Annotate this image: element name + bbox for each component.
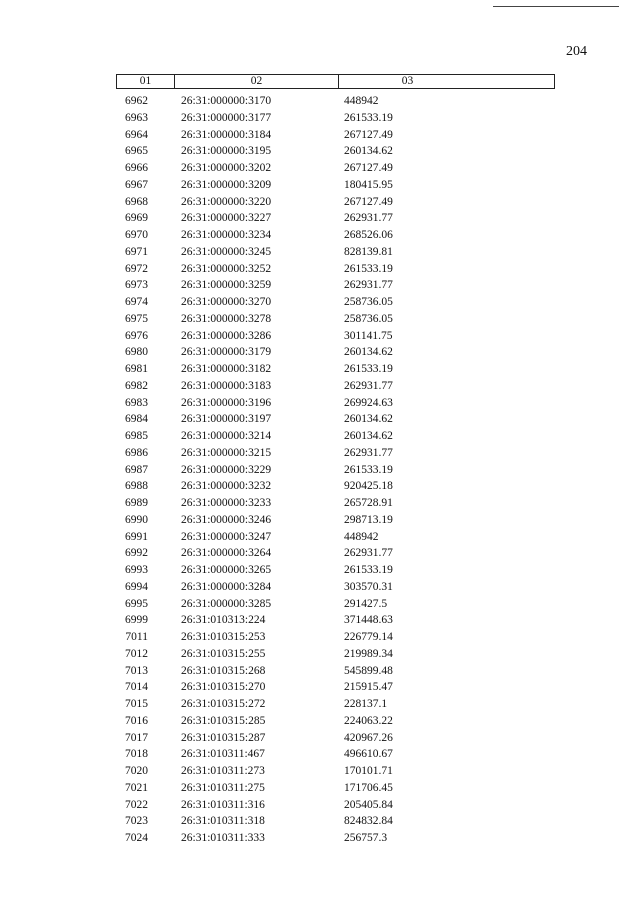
cadastral-value: 261533.19 [344, 262, 393, 275]
row-number: 6994 [125, 580, 148, 593]
cadastral-number: 26:31:010315:253 [181, 631, 266, 643]
cadastral-number: 26:31:010311:467 [181, 748, 265, 761]
row-number: 6974 [125, 296, 148, 308]
cadastral-value: 828139.81 [344, 245, 393, 258]
row-number: 7020 [125, 765, 148, 777]
table-row [116, 830, 555, 847]
row-number: 6963 [125, 111, 148, 124]
cadastral-number: 26:31:010311:318 [181, 815, 265, 828]
table-row [116, 160, 555, 177]
cadastral-number: 26:31:000000:3184 [181, 128, 272, 141]
cadastral-value: 303570.31 [344, 580, 393, 593]
cadastral-value: 260134.62 [344, 413, 393, 426]
cadastral-number: 26:31:000000:3252 [181, 262, 272, 275]
cadastral-value: 265728.91 [344, 497, 393, 509]
table-row [116, 629, 555, 646]
cadastral-number: 26:31:000000:3197 [181, 413, 272, 426]
cadastral-number: 26:31:000000:3234 [181, 229, 272, 241]
page-number: 204 [566, 44, 587, 59]
table-row [116, 261, 555, 278]
table-row [116, 227, 555, 244]
cadastral-number: 26:31:010315:287 [181, 731, 266, 744]
cadastral-number: 26:31:000000:3196 [181, 396, 272, 409]
table-row [116, 428, 555, 445]
header-col-03: 03 [401, 75, 414, 87]
table-row [116, 210, 555, 227]
cadastral-value: 267127.49 [344, 128, 393, 141]
table-row [116, 797, 555, 814]
table-row [116, 127, 555, 144]
table-row [116, 395, 555, 412]
top-rule [493, 6, 619, 7]
cadastral-value: 496610.67 [344, 748, 393, 761]
table-row [116, 194, 555, 211]
row-number: 6975 [125, 312, 148, 325]
cadastral-number: 26:31:000000:3177 [181, 111, 272, 124]
cadastral-number: 26:31:000000:3265 [181, 564, 272, 576]
header-col-02: 02 [175, 75, 339, 88]
cadastral-value: 219989.34 [344, 647, 393, 660]
table-row [116, 411, 555, 428]
cadastral-value: 228137.1 [344, 698, 388, 710]
table-row [116, 696, 555, 713]
table-row [116, 663, 555, 680]
cadastral-value: 267127.49 [344, 162, 393, 174]
table-row [116, 143, 555, 160]
row-number: 6992 [125, 547, 148, 560]
cadastral-value: 261533.19 [344, 463, 393, 476]
row-number: 6971 [125, 245, 148, 258]
row-number: 6976 [125, 329, 148, 342]
row-number: 6999 [125, 614, 148, 627]
cadastral-number: 26:31:000000:3264 [181, 547, 272, 560]
table-row [116, 378, 555, 395]
cadastral-number: 26:31:000000:3246 [181, 513, 272, 526]
cadastral-number: 26:31:010311:275 [181, 781, 265, 794]
table-row [116, 177, 555, 194]
row-number: 6983 [125, 396, 148, 409]
cadastral-number: 26:31:000000:3286 [181, 329, 272, 342]
row-number: 7023 [125, 815, 148, 828]
cadastral-value: 545899.48 [344, 664, 393, 677]
table-row [116, 328, 555, 345]
table-header [116, 74, 555, 89]
cadastral-value: 180415.95 [344, 178, 393, 191]
table-row [116, 562, 555, 579]
table-row [116, 713, 555, 730]
cadastral-value: 258736.05 [344, 296, 393, 308]
cadastral-value: 371448.63 [344, 614, 393, 627]
cadastral-number: 26:31:010315:272 [181, 698, 266, 710]
header-col-01: 01 [117, 75, 175, 88]
cadastral-number: 26:31:000000:3183 [181, 379, 272, 392]
cadastral-value: 824832.84 [344, 815, 393, 828]
cadastral-value: 170101.71 [344, 765, 393, 777]
row-number: 6972 [125, 262, 148, 275]
cadastral-value: 262931.77 [344, 279, 393, 292]
cadastral-number: 26:31:000000:3259 [181, 279, 272, 292]
table-body [116, 93, 555, 847]
cadastral-value: 262931.77 [344, 446, 393, 459]
cadastral-value: 224063.22 [344, 714, 393, 727]
row-number: 6962 [125, 95, 148, 107]
table-row [116, 361, 555, 378]
cadastral-number: 26:31:000000:3270 [181, 296, 272, 308]
cadastral-value: 269924.63 [344, 396, 393, 409]
row-number: 6966 [125, 162, 148, 174]
row-number: 6991 [125, 530, 148, 543]
cadastral-number: 26:31:000000:3229 [181, 463, 272, 476]
table-row [116, 746, 555, 763]
cadastral-number: 26:31:010315:285 [181, 714, 266, 727]
cadastral-value: 262931.77 [344, 547, 393, 560]
cadastral-number: 26:31:000000:3247 [181, 530, 272, 543]
cadastral-number: 26:31:000000:3278 [181, 312, 272, 325]
cadastral-value: 226779.14 [344, 631, 393, 643]
cadastral-number: 26:31:000000:3215 [181, 446, 272, 459]
row-number: 6993 [125, 564, 148, 576]
cadastral-number: 26:31:000000:3285 [181, 597, 272, 610]
row-number: 6988 [125, 480, 148, 493]
cadastral-value: 298713.19 [344, 513, 393, 526]
row-number: 6968 [125, 195, 148, 208]
cadastral-number: 26:31:010311:273 [181, 765, 265, 777]
row-number: 6965 [125, 145, 148, 158]
cadastral-value: 448942 [344, 530, 379, 543]
cadastral-number: 26:31:000000:3202 [181, 162, 272, 174]
cadastral-value: 256757.3 [344, 832, 388, 844]
table-row [116, 529, 555, 546]
table-row [116, 679, 555, 696]
row-number: 6970 [125, 229, 148, 241]
cadastral-number: 26:31:000000:3209 [181, 178, 272, 191]
row-number: 6967 [125, 178, 148, 191]
cadastral-value: 301141.75 [344, 329, 393, 342]
cadastral-number: 26:31:010313:224 [181, 614, 266, 627]
row-number: 6980 [125, 346, 148, 359]
table-row [116, 311, 555, 328]
row-number: 6982 [125, 379, 148, 392]
row-number: 6986 [125, 446, 148, 459]
cadastral-number: 26:31:000000:3214 [181, 430, 272, 442]
cadastral-number: 26:31:000000:3284 [181, 580, 272, 593]
row-number: 7014 [125, 681, 148, 694]
row-number: 6969 [125, 212, 148, 225]
table-row [116, 478, 555, 495]
row-number: 7012 [125, 647, 148, 660]
table-row [116, 277, 555, 294]
row-number: 7016 [125, 714, 148, 727]
table-row [116, 596, 555, 613]
cadastral-value: 448942 [344, 95, 379, 107]
cadastral-value: 215915.47 [344, 681, 393, 694]
row-number: 6995 [125, 597, 148, 610]
cadastral-value: 260134.62 [344, 145, 393, 158]
cadastral-value: 171706.45 [344, 781, 393, 794]
row-number: 7021 [125, 781, 148, 794]
table-row [116, 495, 555, 512]
cadastral-number: 26:31:000000:3227 [181, 212, 272, 225]
cadastral-value: 205405.84 [344, 798, 393, 811]
cadastral-number: 26:31:000000:3220 [181, 195, 272, 208]
cadastral-number: 26:31:010311:333 [181, 832, 265, 844]
cadastral-number: 26:31:010315:255 [181, 647, 266, 660]
table-row [116, 780, 555, 797]
row-number: 6964 [125, 128, 148, 141]
cadastral-number: 26:31:000000:3182 [181, 363, 272, 375]
cadastral-value: 267127.49 [344, 195, 393, 208]
table-row [116, 512, 555, 529]
row-number: 6985 [125, 430, 148, 442]
table-row [116, 244, 555, 261]
row-number: 6987 [125, 463, 148, 476]
table-row [116, 462, 555, 479]
table-row [116, 612, 555, 629]
cadastral-number: 26:31:000000:3195 [181, 145, 272, 158]
cadastral-value: 420967.26 [344, 731, 393, 744]
table-row [116, 110, 555, 127]
row-number: 6981 [125, 363, 148, 375]
table-row [116, 344, 555, 361]
table-row [116, 545, 555, 562]
table-row [116, 579, 555, 596]
row-number: 7024 [125, 832, 148, 844]
row-number: 7022 [125, 798, 148, 811]
table-row [116, 294, 555, 311]
cadastral-number: 26:31:000000:3245 [181, 245, 272, 258]
cadastral-value: 260134.62 [344, 346, 393, 359]
cadastral-value: 920425.18 [344, 480, 393, 493]
table-row [116, 763, 555, 780]
cadastral-value: 260134.62 [344, 430, 393, 442]
table-row [116, 93, 555, 110]
table-row [116, 730, 555, 747]
table-row [116, 646, 555, 663]
row-number: 7017 [125, 731, 148, 744]
row-number: 6973 [125, 279, 148, 292]
cadastral-number: 26:31:010311:316 [181, 798, 265, 811]
table-row [116, 445, 555, 462]
row-number: 7011 [125, 631, 148, 643]
cadastral-value: 261533.19 [344, 363, 393, 375]
cadastral-number: 26:31:010315:270 [181, 681, 266, 694]
cadastral-value: 262931.77 [344, 212, 393, 225]
row-number: 7013 [125, 664, 148, 677]
cadastral-number: 26:31:000000:3179 [181, 346, 272, 359]
row-number: 6990 [125, 513, 148, 526]
cadastral-value: 261533.19 [344, 564, 393, 576]
cadastral-value: 261533.19 [344, 111, 393, 124]
row-number: 7015 [125, 698, 148, 710]
row-number: 7018 [125, 748, 148, 761]
cadastral-value: 268526.06 [344, 229, 393, 241]
cadastral-number: 26:31:000000:3170 [181, 95, 272, 107]
row-number: 6984 [125, 413, 148, 426]
cadastral-value: 291427.5 [344, 597, 388, 610]
cadastral-value: 262931.77 [344, 379, 393, 392]
cadastral-number: 26:31:000000:3232 [181, 480, 272, 493]
cadastral-number: 26:31:000000:3233 [181, 497, 272, 509]
cadastral-value: 258736.05 [344, 312, 393, 325]
table-row [116, 813, 555, 830]
row-number: 6989 [125, 497, 148, 509]
cadastral-number: 26:31:010315:268 [181, 664, 266, 677]
